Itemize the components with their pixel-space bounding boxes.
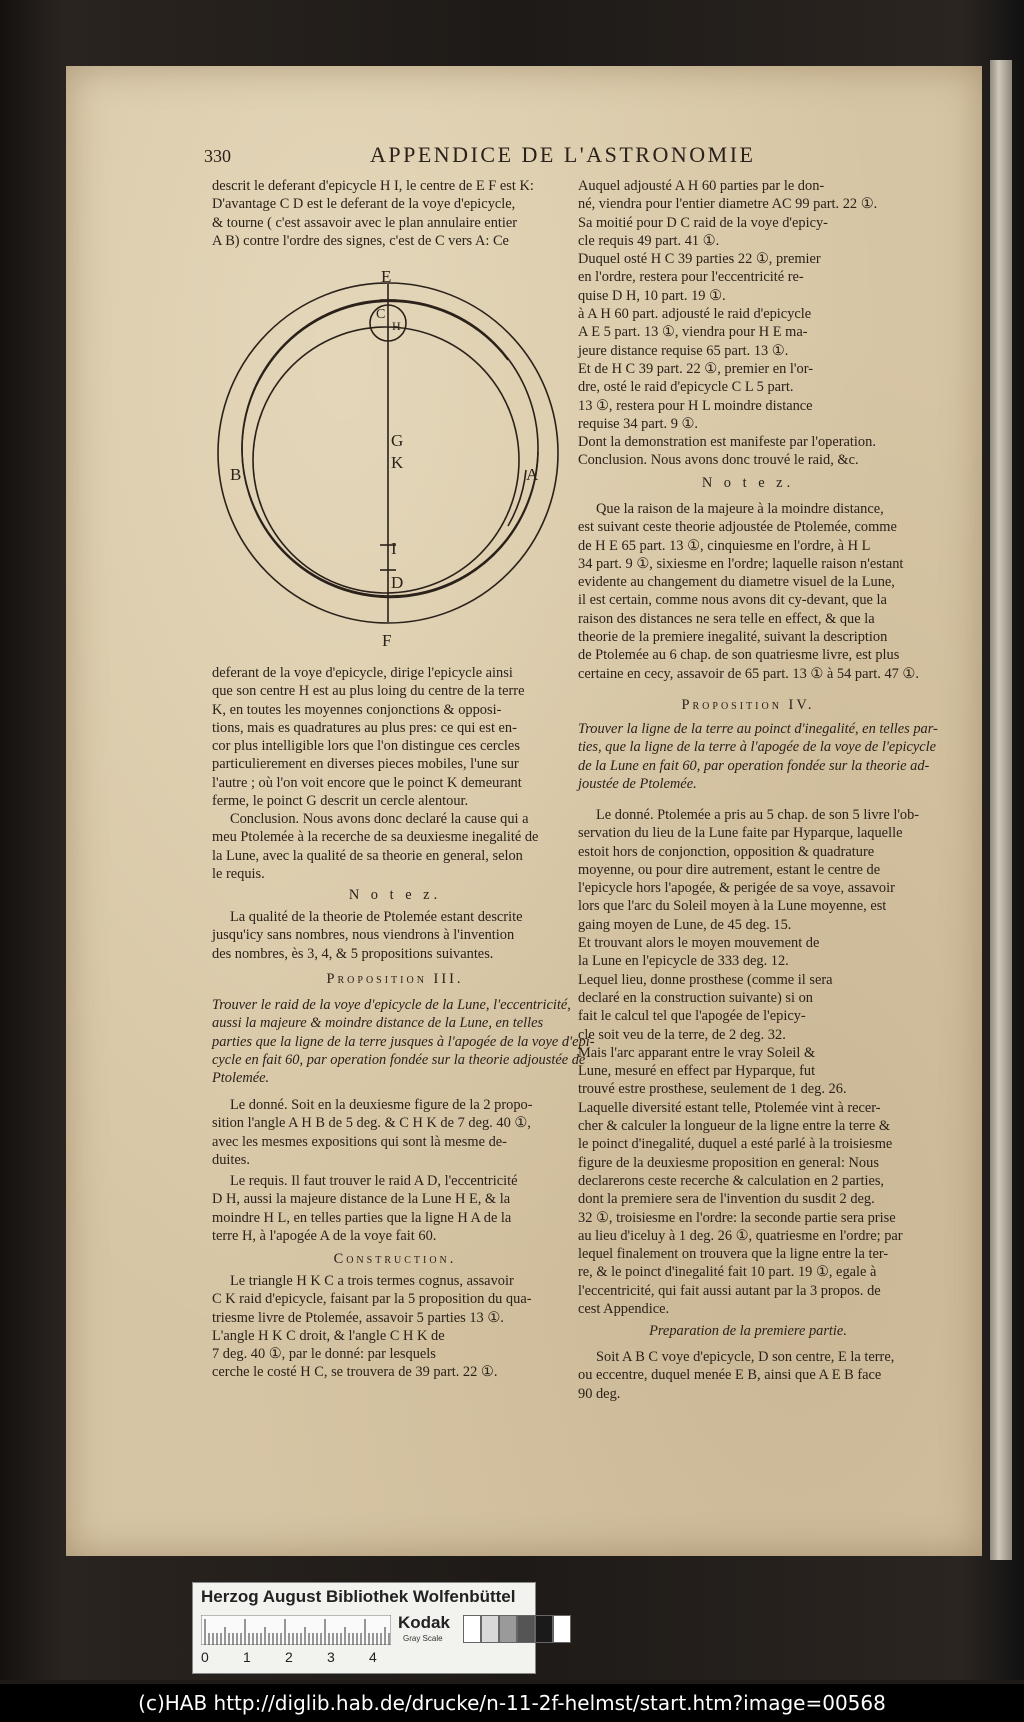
gray-patch [481, 1615, 499, 1643]
text-line: Et de H C 39 part. 22 ①, premier en l'or- [578, 360, 813, 377]
left-le-donne [212, 1096, 533, 1169]
text-line: ferme, le poinct G descrit un cercle alentour. [212, 793, 469, 810]
gray-patches [463, 1615, 571, 1643]
text-line: jusqu'icy sans nombres, nous viendrons à l'invention [212, 927, 515, 944]
label-a: A [526, 465, 539, 484]
gray-patch [553, 1615, 571, 1643]
text-line: Auquel adjousté A H 60 parties par le don- [578, 178, 825, 194]
text-line: de la Lune en fait 60, par operation fondée sur la theorie ad- [578, 757, 930, 774]
text-line: 32 ①, troisiesme en l'ordre: la seconde partie sera prise [578, 1209, 896, 1226]
text-line: duites. [212, 1151, 250, 1168]
text-line: au lieu d'iceluy à 1 deg. 26 ①, quatriesme en l'ordre; par [578, 1227, 903, 1244]
text-line: avec les mesmes expositions qui sont là mesme de- [212, 1133, 507, 1150]
text-line: 34 part. 9 ①, sixiesme en l'ordre; laquelle raison n'estant [578, 555, 904, 572]
epicycle-figure [208, 270, 568, 650]
text-line: de Ptolemée au 6 chap. de son quatriesme livre, est plus [578, 647, 900, 664]
page-number: 330 [204, 146, 231, 166]
text-line: servation du lieu de la Lune faite par Hyparque, laquelle [578, 825, 903, 842]
text-line: Lune, mesuré en effect par Hyparque, fut [578, 1063, 816, 1080]
text-line: theorie de la premiere inegalité, suivant la description [578, 629, 888, 646]
text-line: de H E 65 part. 13 ①, cinquiesme en l'ordre, à H L [578, 537, 871, 554]
running-head: APPENDICE DE L'ASTRONOMIE [370, 142, 756, 167]
text-line: Soit A B C voye d'epicycle, D son centre, E la terre, [596, 1349, 895, 1365]
text-line: quise D H, 10 part. 19 ①. [578, 287, 726, 304]
text-line: estoit hors de conjonction, opposition & quadrature [578, 843, 875, 860]
text-line: cher & calculer la longueur de la ligne entre la terre & [578, 1118, 891, 1135]
left-paragraph-after-figure [212, 664, 524, 810]
text-line: aussi la majeure & moindre distance de la Lune, en telles [212, 1015, 544, 1032]
label-h: H [392, 319, 401, 333]
text-line: Et trouvant alors le moyen mouvement de [578, 935, 820, 952]
text-line: moyenne, ou pour dire autrement, estant le centre de [578, 861, 881, 878]
text-line: 13 ①, restera pour H L moindre distance [578, 397, 813, 414]
right-notez-text [578, 500, 919, 683]
text-line: des nombres, ès 3, 4, & 5 propositions suivantes. [212, 945, 494, 962]
prop4-heading-wrap [578, 696, 918, 714]
text-line: Trouver la ligne de la terre au poinct d'inegalité, en telles par- [578, 721, 938, 737]
text-line: la Lune, avec la qualité de sa theorie en general, selon [212, 847, 523, 864]
inner-circle [253, 327, 519, 593]
text-line: triesme livre de Ptolemée, assavoir 5 parties 13 ①. [212, 1309, 504, 1326]
preparation-heading: Preparation de la premiere partie. [649, 1323, 847, 1339]
right-notez-heading-wrap [578, 474, 918, 492]
text-line: L'angle H K C droit, & l'angle C H K de [212, 1327, 445, 1344]
text-line: la Lune en l'epicycle de 333 deg. 12. [578, 953, 789, 970]
text-line: en l'ordre, restera pour l'eccentricité re- [578, 269, 804, 286]
text-line: l'autre ; où l'on voit encore que le poinct K demeurant [212, 774, 522, 791]
text-line: re, & le poinct d'inegalité fait 10 part. 19 ①, egale à [578, 1264, 877, 1281]
ruler-number: 4 [369, 1649, 377, 1665]
text-line: que son centre H est au plus loing du centre de la terre [212, 683, 525, 700]
label-g: G [391, 431, 404, 450]
proposition-4-statement [578, 720, 938, 793]
gray-patch [463, 1615, 481, 1643]
label-d: D [391, 573, 404, 592]
text-line: D'avantage C D est le deferant de la voye d'epicycle, [212, 196, 516, 213]
label-c: C [376, 307, 386, 322]
next-page-edge [990, 60, 1012, 1560]
text-line: & tourne ( c'est assavoir avec le plan annulaire entier [212, 214, 518, 231]
proposition-3-heading: Proposition III. [326, 971, 464, 987]
text-line: l'epicycle hors l'apogée, & perigée de sa voye, assavoir [578, 880, 895, 897]
text-line: La qualité de la theorie de Ptolemée estant descrite [230, 909, 523, 925]
text-line: est suivant ceste theorie adjoustée de Ptolemée, comme [578, 519, 897, 536]
right-notez-heading: N o t e z. [701, 475, 795, 491]
ruler-scale [201, 1615, 391, 1645]
text-line: Trouver le raid de la voye d'epicycle de la Lune, l'eccentricité, [212, 997, 571, 1013]
ruler-number: 0 [201, 1649, 209, 1665]
text-line: cle requis 49 part. 41 ①. [578, 232, 720, 249]
text-line: gaing moyen de Lune, de 45 deg. 15. [578, 916, 792, 933]
text-line: Mais l'arc apparant entre le vray Soleil & [578, 1044, 816, 1061]
text-line: D H, aussi la majeure distance de la Lune H E, & la [212, 1191, 511, 1208]
text-line: Que la raison de la majeure à la moindre distance, [596, 501, 884, 517]
text-line: fait le calcul tel que l'apogée de l'epicy- [578, 1008, 806, 1025]
text-line: Le donné. Soit en la deuxiesme figure de la 2 propo- [230, 1097, 533, 1113]
label-e: E [381, 270, 392, 286]
gray-patch [517, 1615, 535, 1643]
ruler-number: 2 [285, 1649, 293, 1665]
left-notez-heading: N o t e z. [348, 887, 442, 903]
text-line: figure de la deuxiesme proposition en general: Nous [578, 1154, 879, 1171]
text-line: dont la premiere sera de l'invention du susdit 2 deg. [578, 1191, 875, 1208]
text-line: cle soit veu de la terre, de 2 deg. 32. [578, 1026, 786, 1043]
text-line: parties que la ligne de la terre jusques à l'apogée de la voye d'epi- [212, 1033, 595, 1050]
text-line: declarerons ceste recerche & calculation en 2 parties, [578, 1172, 885, 1189]
gray-patch [499, 1615, 517, 1643]
proposition-4-heading: Proposition IV. [681, 697, 815, 713]
construction-heading: Construction. [333, 1251, 457, 1267]
text-line: le poinct d'inegalité, duquel a esté parlé à la troisiesme [578, 1136, 893, 1153]
label-k: K [391, 453, 404, 472]
kodak-label: Kodak [398, 1613, 450, 1632]
text-line: à A H 60 part. adjousté le raid d'epicycle [578, 306, 812, 323]
text-line: il est certain, comme nous avons dit cy-devant, que la [578, 592, 887, 609]
text-line: jeure distance requise 65 part. 13 ①. [578, 342, 789, 359]
left-conclusion [212, 810, 538, 883]
text-line: declaré en la construction suivante) si on [578, 989, 813, 1006]
text-line: K, en toutes les moyennes conjonctions & opposi- [212, 701, 502, 718]
preparation-heading-wrap [578, 1322, 918, 1340]
text-line: C K raid d'epicycle, faisant par la 5 proposition du qua- [212, 1291, 532, 1308]
text-line: Le requis. Il faut trouver le raid A D, l'eccentricité [230, 1173, 518, 1189]
text-line: Dont la demonstration est manifeste par l'operation. [578, 434, 876, 451]
text-line: moindre H L, en telles parties que la ligne H A de la [212, 1209, 512, 1226]
text-line: cerche le costé H C, se trouvera de 39 part. 22 ①. [212, 1364, 498, 1381]
text-line: terre H, à l'apogée A de la voye fait 60. [212, 1227, 437, 1244]
text-line: sition l'angle A H B de 5 deg. & C H K de 7 deg. 40 ①, [212, 1115, 531, 1132]
color-target-card [192, 1582, 536, 1674]
gray-patch [535, 1615, 553, 1643]
text-line: 7 deg. 40 ①, par le donné: par lesquels [212, 1346, 436, 1363]
text-line: né, viendra pour l'entier diametre AC 99 part. 22 ①. [578, 196, 878, 213]
text-line: trouvé estre prosthese, seulement de 1 deg. 26. [578, 1081, 847, 1098]
construction-text [212, 1272, 532, 1382]
text-line: raison des distances ne sera telle en effect, & que la [578, 610, 875, 627]
text-line: A E 5 part. 13 ①, viendra pour H E ma- [578, 324, 808, 341]
text-line: Le donné. Ptolemée a pris au 5 chap. de son 5 livre l'ob- [596, 807, 920, 823]
text-line: Sa moitié pour D C raid de la voye d'epicy- [578, 214, 828, 231]
text-line: cest Appendice. [578, 1301, 670, 1318]
text-line: certaine en cecy, assavoir de 65 part. 13 ① à 54 part. 47 ①. [578, 665, 919, 682]
text-line: tions, mais es quadratures au plus pres: ce qui est en- [212, 719, 517, 736]
text-line: requise 34 part. 9 ①. [578, 415, 699, 432]
text-line: deferant de la voye d'epicycle, dirige l'epicycle ainsi [212, 665, 513, 681]
text-line: 90 deg. [578, 1385, 621, 1402]
label-i: I [391, 539, 397, 558]
le-requis [212, 1172, 518, 1245]
ruler-number: 1 [243, 1649, 251, 1665]
text-line: Duquel osté H C 39 parties 22 ①, premier [578, 251, 821, 268]
left-top-paragraph [212, 177, 564, 250]
credit-line: (c)HAB http://diglib.hab.de/drucke/n-11-2f-helmst/start.htm?image=00568 [0, 1684, 1024, 1722]
text-line: meu Ptolemée à la recerche de sa deuxiesme inegalité de [212, 829, 539, 846]
text-line: l'eccentricité, qui fait aussi autant par la 3 propos. de [578, 1282, 881, 1299]
text-line: ou eccentre, duquel menée E B, ainsi que A E B face [578, 1367, 882, 1384]
label-f: F [382, 631, 392, 650]
text-line: lors que l'arc du Soleil moyen à la Lune moyenne, est [578, 898, 887, 915]
text-line: Lequel lieu, donne prosthese (comme il sera [578, 971, 833, 988]
label-b: B [230, 465, 242, 484]
proposition-3-statement [212, 996, 594, 1087]
text-line: cor plus intelligible lors que l'on distingue ces cercles [212, 738, 520, 755]
text-line: joustée de Ptolemée. [578, 775, 697, 792]
text-line: particulierement en diverses pieces mobiles, l'une sur [212, 756, 519, 773]
text-line: evidente au changement du diametre visuel de la Lune, [578, 574, 895, 591]
text-line: dre, osté le raid d'epicycle C L 5 part. [578, 379, 794, 396]
text-line: Le triangle H K C a trois termes cognus, assavoir [230, 1273, 514, 1289]
text-line: Laquelle diversité estant telle, Ptolemée vint à recer- [578, 1099, 881, 1116]
library-name: Herzog August Bibliothek Wolfenbüttel [201, 1587, 516, 1606]
text-line: descrit le deferant d'epicycle H I, le centre de E F est K: [212, 178, 534, 194]
text-line: Ptolemée. [212, 1070, 270, 1087]
text-line: Conclusion. Nous avons donc trouvé le raid, &c. [578, 452, 859, 469]
preparation-text [578, 1348, 894, 1403]
text-line: lequel finalement on trouvera que la ligne entre la ter- [578, 1246, 889, 1263]
text-line: Conclusion. Nous avons donc declaré la cause qui a [230, 811, 529, 827]
gray-scale-label: Gray Scale [403, 1634, 443, 1643]
text-line: cycle en fait 60, par operation fondée sur la theorie adjoustée de [212, 1051, 586, 1068]
right-top-calculations [578, 177, 877, 470]
text-line: le requis. [212, 865, 265, 882]
right-le-donne [578, 806, 919, 1318]
text-line: A B) contre l'ordre des signes, c'est de C vers A: Ce [212, 232, 509, 249]
text-line: ties, que la ligne de la terre à l'apogée de la voye de l'epicycle [578, 739, 937, 756]
left-notez-text [212, 908, 523, 963]
ruler-number: 3 [327, 1649, 335, 1665]
